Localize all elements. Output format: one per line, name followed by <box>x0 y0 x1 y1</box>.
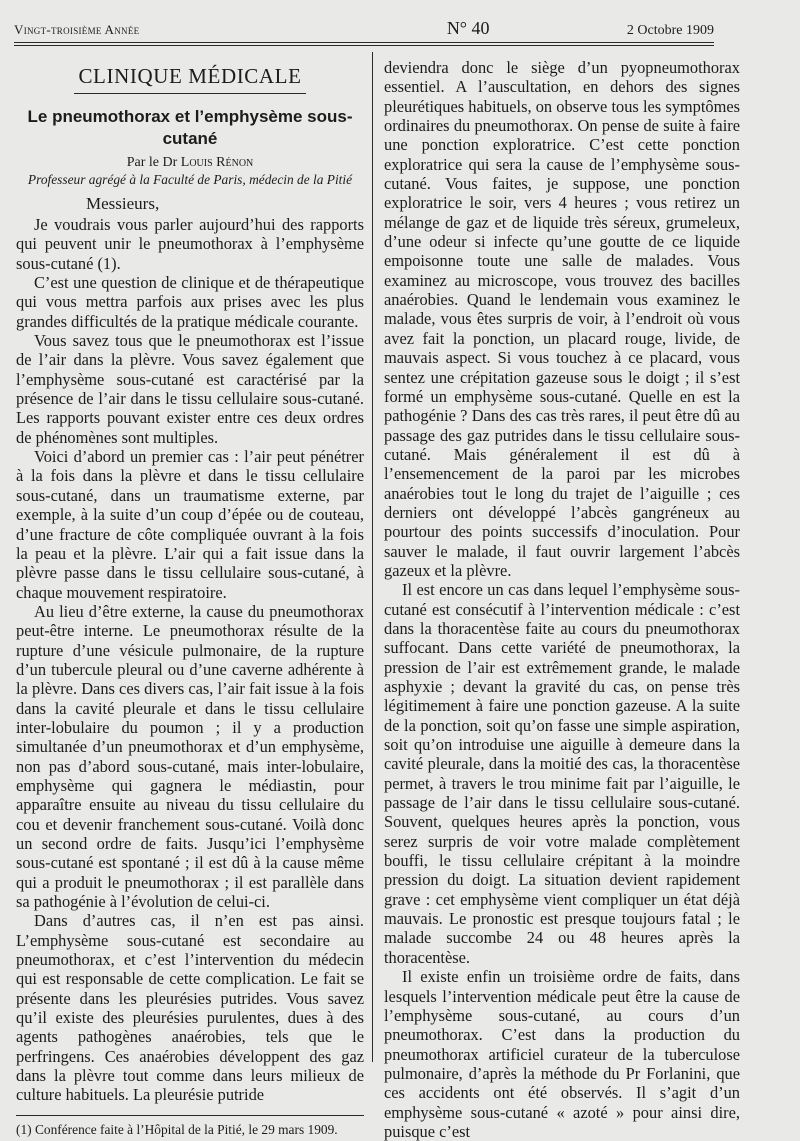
running-header <box>14 18 714 39</box>
author-name: Louis Rénon <box>180 155 254 170</box>
paragraph: Je voudrais vous parler aujourd’hui des rapports qui peuvent unir le pneumothorax à l’emphysème sous-cutané (1). <box>16 215 364 273</box>
volume-year: Vingt-troisième Année <box>14 22 140 37</box>
issue-number: N° 40 <box>446 18 490 38</box>
footnote: (1) Conférence faite à l’Hôpital de la Pitié, le 29 mars 1909. <box>16 1121 338 1137</box>
section-heading-text: CLINIQUE MÉDICALE <box>74 64 305 94</box>
paragraph: Au lieu d’être externe, la cause du pneumothorax peut-être interne. Le pneumothorax résulte de la rupture d’une vésicule pulmonaire, de la rupture d’un tubercule pleural ou d’une caverne adhérente à la plèvre. Dans ces divers cas, l’air fait issue à la fois dans la cavité pleurale et dans le tissu cellulaire inter-lobulaire du poumon ; il y a production simultanée d’un pneumothorax et d’un emphysème, non pas d’abord sous-cutané, mais inter-lobulaire, emphysème qui gagnera le médiastin, pour apparaître ensuite au niveau du tissu cellulaire du cou et devenir franchement sous-cutané. Voilà donc un second ordre de faits. Jusqu’ici l’emphysème sous-cutané est spontané ; il est dû à la cause même qui a produit le pneumothorax ; il est parallèle dans sa pathogénie à l’évolution de celui-ci. <box>16 601 364 912</box>
column-divider <box>372 52 373 1062</box>
paragraph: Il est encore un cas dans lequel l’emphysème sous-cutané est consécutif à l’intervention médicale : c’est dans la thoracentèse faite au cours du pneumothorax suffocant. Dans cette variété de pneumothorax, la pression de l’air est extrêmement grande, le malade asphyxie ; devant la gravité du cas, on pense très légitimement à faire une ponction gazeuse. A la suite de la ponction, soit qu’on fasse une simple aspiration, soit qu’on introduise une aiguille à demeure dans la cavité pleurale, dans la moitié des cas, la thoracentèse permet, à travers le trou minime fait par l’aiguille, le passage de l’air dans le tissu cellulaire sous-cutané. Souvent, quelques heures après la ponction, vous serez surpris de voir votre malade complètement bouffi, le tissu cellulaire crépitant à la moindre pression du doigt. La situation devient rapidement grave : cet emphysème vient compliquer un état déjà mauvais. Le pronostic est presque toujours fatal ; le malade succombe 24 ou 48 heures après la thoracentèse. <box>384 580 740 967</box>
paragraph: Dans d’autres cas, il n’en est pas ainsi. L’emphysème sous-cutané est secondaire au pneumothorax, et c’est l’intervention du médecin qui est responsable de cette complication. Le fait se présente dans les pleurésies putrides. Vous savez qu’il existe des pleurésies purulentes, dues à des agents pathogènes anaérobies, tels que le perfringens. Ces anaérobies développent des gaz dans la plèvre tout comme dans leurs milieux de culture habituels. La pleurésie putride <box>16 911 364 1105</box>
paragraph: Voici d’abord un premier cas : l’air peut pénétrer à la fois dans la plèvre et dans le tissu cellulaire sous-cutané, dans un traumatisme externe, par exemple, à la suite d’un coup d’épée ou de couteau, d’une fracture de côte compliquée ouvrant à la fois la peau et la plèvre. L’air qui a fait issue dans la plèvre passe dans le tissu cellulaire sous-cutané, à chaque mouvement respiratoire. <box>16 447 364 602</box>
author-affiliation: Professeur agrégé à la Faculté de Paris, médecin de la Pitié <box>27 172 353 187</box>
article-title: Le pneumothorax et l’emphysème sous-cutané <box>27 107 353 148</box>
footnote-rule <box>16 1115 364 1116</box>
paragraph: deviendra donc le siège d’un pyopneumothorax essentiel. A l’auscultation, en dehors des signes pleurétiques habituels, on observe tous les symptômes ordinaires du pneumothorax. On pense de suite à faire une ponction exploratrice. C’est cette ponction exploratrice qui sera la cause de l’emphysème sous-cutané. Vous faites, je suppose, une ponction exploratrice le soir, vers 4 heures ; vous retirez un mélange de gaz et de liquide très séreux, grumeleux, d’une odeur si infecte qu’une goutte de ce liquide empoisonne toute une salle de malades. Vous examinez au microscope, vous trouvez des bacilles anaérobies. Quand le lendemain vous examinez le malade, vous êtes surpris de voir, à l’endroit où vous avez fait la ponction, un placard rouge, livide, de mauvais aspect. Si vous touchez à ce placard, vous sentez une crépitation gazeuse sous le doigt ; il s’est formé un emphysème sous-cutané. Quelle en est la pathogénie ? Dans des cas très rares, il peut être dû au passage des gaz putrides dans le tissu cellulaire sous-cutané. Mais généralement il est dû à l’ensemencement de la paroi par les microbes anaérobies tout le long du trajet de l’aiguille ; ces derniers ont développé l’abcès gangréneux au pourtour des points successifs d’inoculation. Pour sauver le malade, il faut ouvrir largement l’abcès gazeux et la plèvre. <box>384 58 740 580</box>
byline <box>16 154 364 171</box>
paragraph: Vous savez tous que le pneumothorax est l’issue de l’air dans la plèvre. Vous savez également que l’emphysème sous-cutané est caractérisé par la présence de l’air dans le tissu cellulaire sous-cutané. Les rapports pouvant exister entre ces deux ordres de phénomènes sont multiples. <box>16 331 364 447</box>
right-column <box>384 58 740 1141</box>
paragraph: Il existe enfin un troisième ordre de faits, dans lesquels l’intervention médicale peut être la cause de l’emphysème sous-cutané, au cours d’un pneumothorax. C’est dans la production du pneumothorax artificiel curateur de la tuberculose pulmonaire, d’après la méthode du Pr Forlanini, que ces accidents ont été observés. Il s’agit d’un emphysème sous-cutané « azoté » pour ainsi dire, puisque c’est <box>384 967 740 1141</box>
left-column <box>16 58 364 1138</box>
paragraph: C’est une question de clinique et de thérapeutique qui vous mettra parfois aux prises avec les plus grandes difficultés de la pratique médicale courante. <box>16 273 364 331</box>
issue-date: 2 Octobre 1909 <box>626 23 714 38</box>
salutation: Messieurs, <box>86 194 160 213</box>
byline-prefix: Par le Dr <box>126 155 178 170</box>
section-heading <box>16 64 364 94</box>
header-rule <box>14 42 714 46</box>
